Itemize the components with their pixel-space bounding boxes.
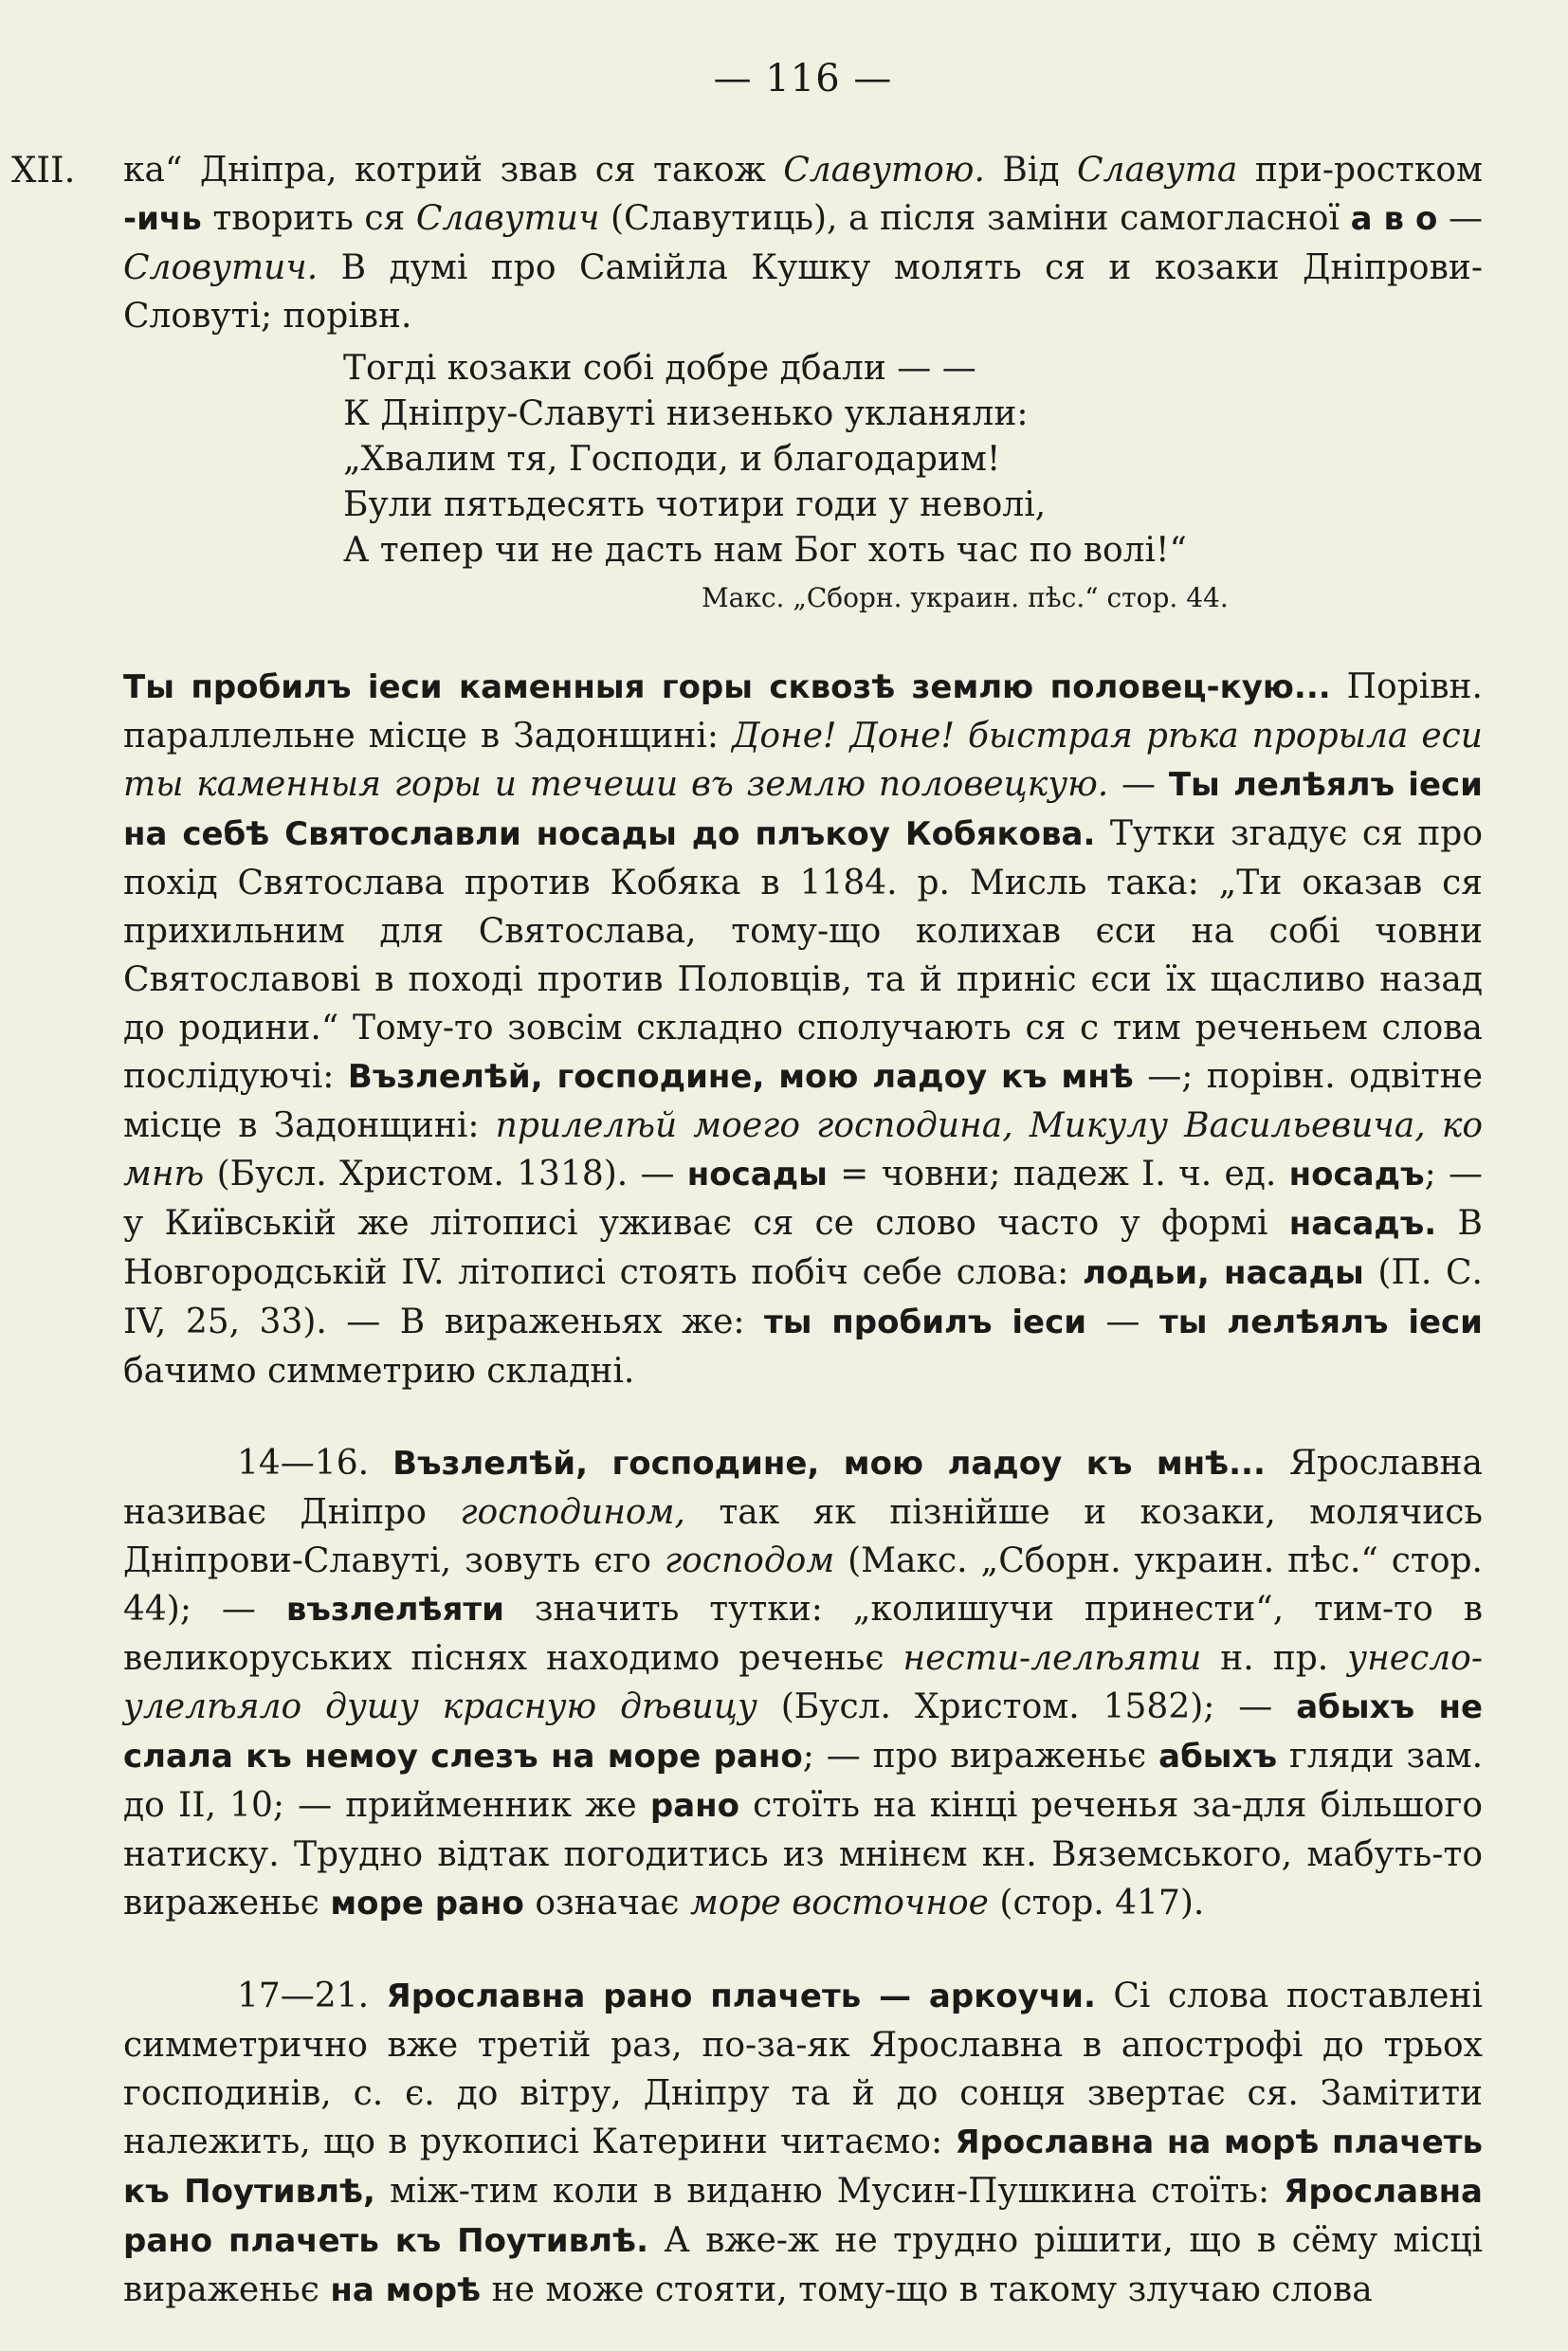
church-slavonic-term: носады	[686, 1156, 828, 1194]
church-slavonic-quote: Възлелѣй, господине, мою ладоу къ мнѣ...	[392, 1445, 1266, 1483]
text: —	[1437, 199, 1483, 238]
italic-term: Славутою.	[783, 151, 985, 190]
verse-attribution: Макс. „Сборн. украин. пѣс.“ стор. 44.	[702, 582, 1229, 613]
italic-term: Славута	[1076, 151, 1238, 190]
paragraph-17-21	[123, 1972, 1483, 2315]
text: (стор. 417).	[988, 1884, 1205, 1923]
text: —; порівн. одвітне місце в Задонщині:	[123, 1057, 1483, 1145]
text: А вже-ж не трудно рішити, що в сёму місці вираженьє	[123, 2221, 1483, 2309]
text: ; — у Київській же літописі уживає ся се слово часто у формі	[123, 1155, 1483, 1243]
verse-range: 14—16.	[237, 1444, 393, 1483]
verse-line: Тогді козаки собі добре дбали — —	[343, 349, 976, 388]
church-slavonic-term: насадъ.	[1288, 1205, 1437, 1243]
page-number: — 116 —	[713, 57, 893, 100]
text: Ярославна називає Дніпро	[123, 1444, 1483, 1532]
church-slavonic-term: -ичь	[123, 200, 202, 238]
text: (Бусл. Христом. 1318). —	[204, 1155, 687, 1194]
text: творить ся	[201, 199, 416, 238]
text: В думі про Самійла Кушку молять ся и козаки Дніпрови-Словуті; порівн.	[123, 248, 1483, 336]
church-slavonic-quote: Възлелѣй, господине, мою ладоу къ мнѣ	[347, 1058, 1134, 1096]
text: —	[1108, 765, 1169, 804]
church-slavonic-quote: Ты лелѣялъ іеси на себѣ Святославли носады до плъкоу Кобякова.	[123, 766, 1483, 853]
italic-quote: унесло-улелѣяло душу красную дѣвицу	[123, 1639, 1484, 1726]
church-slavonic-quote: Ты пробилъ іеси каменныя горы сквозѣ землю половец-кую...	[123, 668, 1331, 706]
verse-line: К Дніпру-Славуті низенько укланяли:	[343, 394, 1029, 433]
italic-quote: прилелѣй моего господина, Микулу Васильевича, ко мнѣ	[123, 1106, 1484, 1194]
text: стоїть на кінці реченья за-для більшого натиску. Трудно відтак погодитись из мнінєм кн. Вяземського, мабуть-то вираженьє	[123, 1786, 1483, 1923]
italic-term: Словутич.	[123, 248, 319, 287]
church-slavonic-term: море рано	[330, 1885, 524, 1923]
text: гляди зам. до II, 10; — прийменник же	[123, 1737, 1484, 1825]
church-slavonic-quote: Ярославна на морѣ плачеть къ Поутивлѣ,	[123, 2123, 1483, 2211]
church-slavonic-term: а в о	[1350, 200, 1438, 238]
paragraph-dnipro-slavuta	[11, 146, 1483, 340]
text: В Новгородській IV. літописі стоять побіч себе слова:	[123, 1204, 1483, 1292]
church-slavonic-term: ты лелѣялъ іеси	[1158, 1303, 1484, 1341]
church-slavonic-term: на морѣ	[330, 2271, 482, 2309]
church-slavonic-term: абыхъ	[1158, 1738, 1278, 1776]
text: ка“ Дніпра, котрий звав ся також	[123, 151, 784, 190]
text: Порівн. параллельне місце в Задонщині:	[123, 667, 1483, 756]
paragraph-kamennyja-gory	[123, 663, 1483, 1395]
italic-term: море восточное	[689, 1884, 989, 1923]
text: значить тутки: „колишучи принести“, тим-то в великоруських піснях находимо реченьє	[123, 1590, 1483, 1678]
text: ; — про вираженьє	[802, 1737, 1159, 1776]
italic-term: Славутич	[415, 199, 600, 238]
text: (Бусл. Христом. 1582); —	[757, 1687, 1297, 1726]
church-slavonic-quote: абыхъ не слала къ немоу слезъ на море рано	[123, 1688, 1484, 1776]
text: —	[1086, 1303, 1159, 1341]
church-slavonic-term: възлелѣяти	[285, 1591, 504, 1629]
verse-line: Були пятьдесять чотири годи у неволі,	[343, 485, 1047, 524]
text: між-тим коли в виданю Мусин-Пушкина стоїть:	[374, 2172, 1285, 2211]
text: так як пізнійше и козаки, молячись Дніпрови-Славуті, зовуть єго	[123, 1493, 1483, 1580]
text: Від	[984, 151, 1077, 190]
church-slavonic-quote: Ярославна рано плачеть — аркоучи.	[386, 1977, 1096, 2015]
verse-line: „Хвалим тя, Господи, и благодарим!	[343, 440, 1001, 479]
verse-quotation	[343, 346, 1483, 574]
text: (Макс. „Сборн. украин. пѣс.“ стор. 44); —	[123, 1541, 1483, 1629]
church-slavonic-term: лодьи, насады	[1082, 1254, 1364, 1292]
italic-term: несmи-лелѣяти	[903, 1639, 1202, 1678]
text: бачимо симметрию складні.	[123, 1352, 635, 1391]
text: при-ростком	[1237, 151, 1483, 190]
text: = човни; падеж І. ч. ед.	[827, 1155, 1289, 1194]
text: н. пр.	[1201, 1639, 1348, 1678]
section-mark: XII.	[11, 150, 76, 191]
text: Сі слова поставлені симметрично вже третій раз, по-за-як Ярославна в апострофі до трьох господинів, с. є. до вітру, Дніпру та й до сонця звертає ся. Замітити належить, що в рукописі Катерини читаємо:	[123, 1977, 1483, 2161]
italic-term: господом	[664, 1541, 835, 1580]
italic-quote: Доне! Доне! быстрая рѣка прорыла еси ты каменныя горы и течеши въ землю половецкую.	[123, 717, 1483, 804]
paragraph-14-16	[123, 1439, 1483, 1928]
text: (Славутиць), а після заміни самогласної	[599, 199, 1351, 238]
church-slavonic-term: ты пробилъ іеси	[763, 1303, 1087, 1341]
verse-range: 17—21.	[237, 1977, 387, 2015]
text: Тутки згадує ся про похід Святослава против Кобяка в 1184. р. Мисль така: „Ти оказав ся прихильним для Святослава, тому-що колихав єси на собі човни Святославові в поході против Половців, та й приніс єси їх щасливо назад до родини.“ Тому-то зовсім складно сполучають ся с тим реченьем слова послідуючі:	[123, 814, 1484, 1096]
text: (П. С. IV, 25, 33). — В вираженьях же:	[123, 1253, 1483, 1341]
text: не може стояти, тому-що в такому злучаю слова	[481, 2270, 1373, 2309]
italic-term: господином,	[460, 1493, 685, 1532]
church-slavonic-term: носадъ	[1288, 1156, 1425, 1194]
text: означає	[523, 1884, 690, 1923]
verse-line: А тепер чи не дасть нам Бог хоть час по волі!“	[343, 531, 1187, 570]
church-slavonic-quote: Ярославна рано плачеть къ Поутивлѣ.	[123, 2173, 1483, 2260]
church-slavonic-term: рано	[649, 1787, 740, 1825]
